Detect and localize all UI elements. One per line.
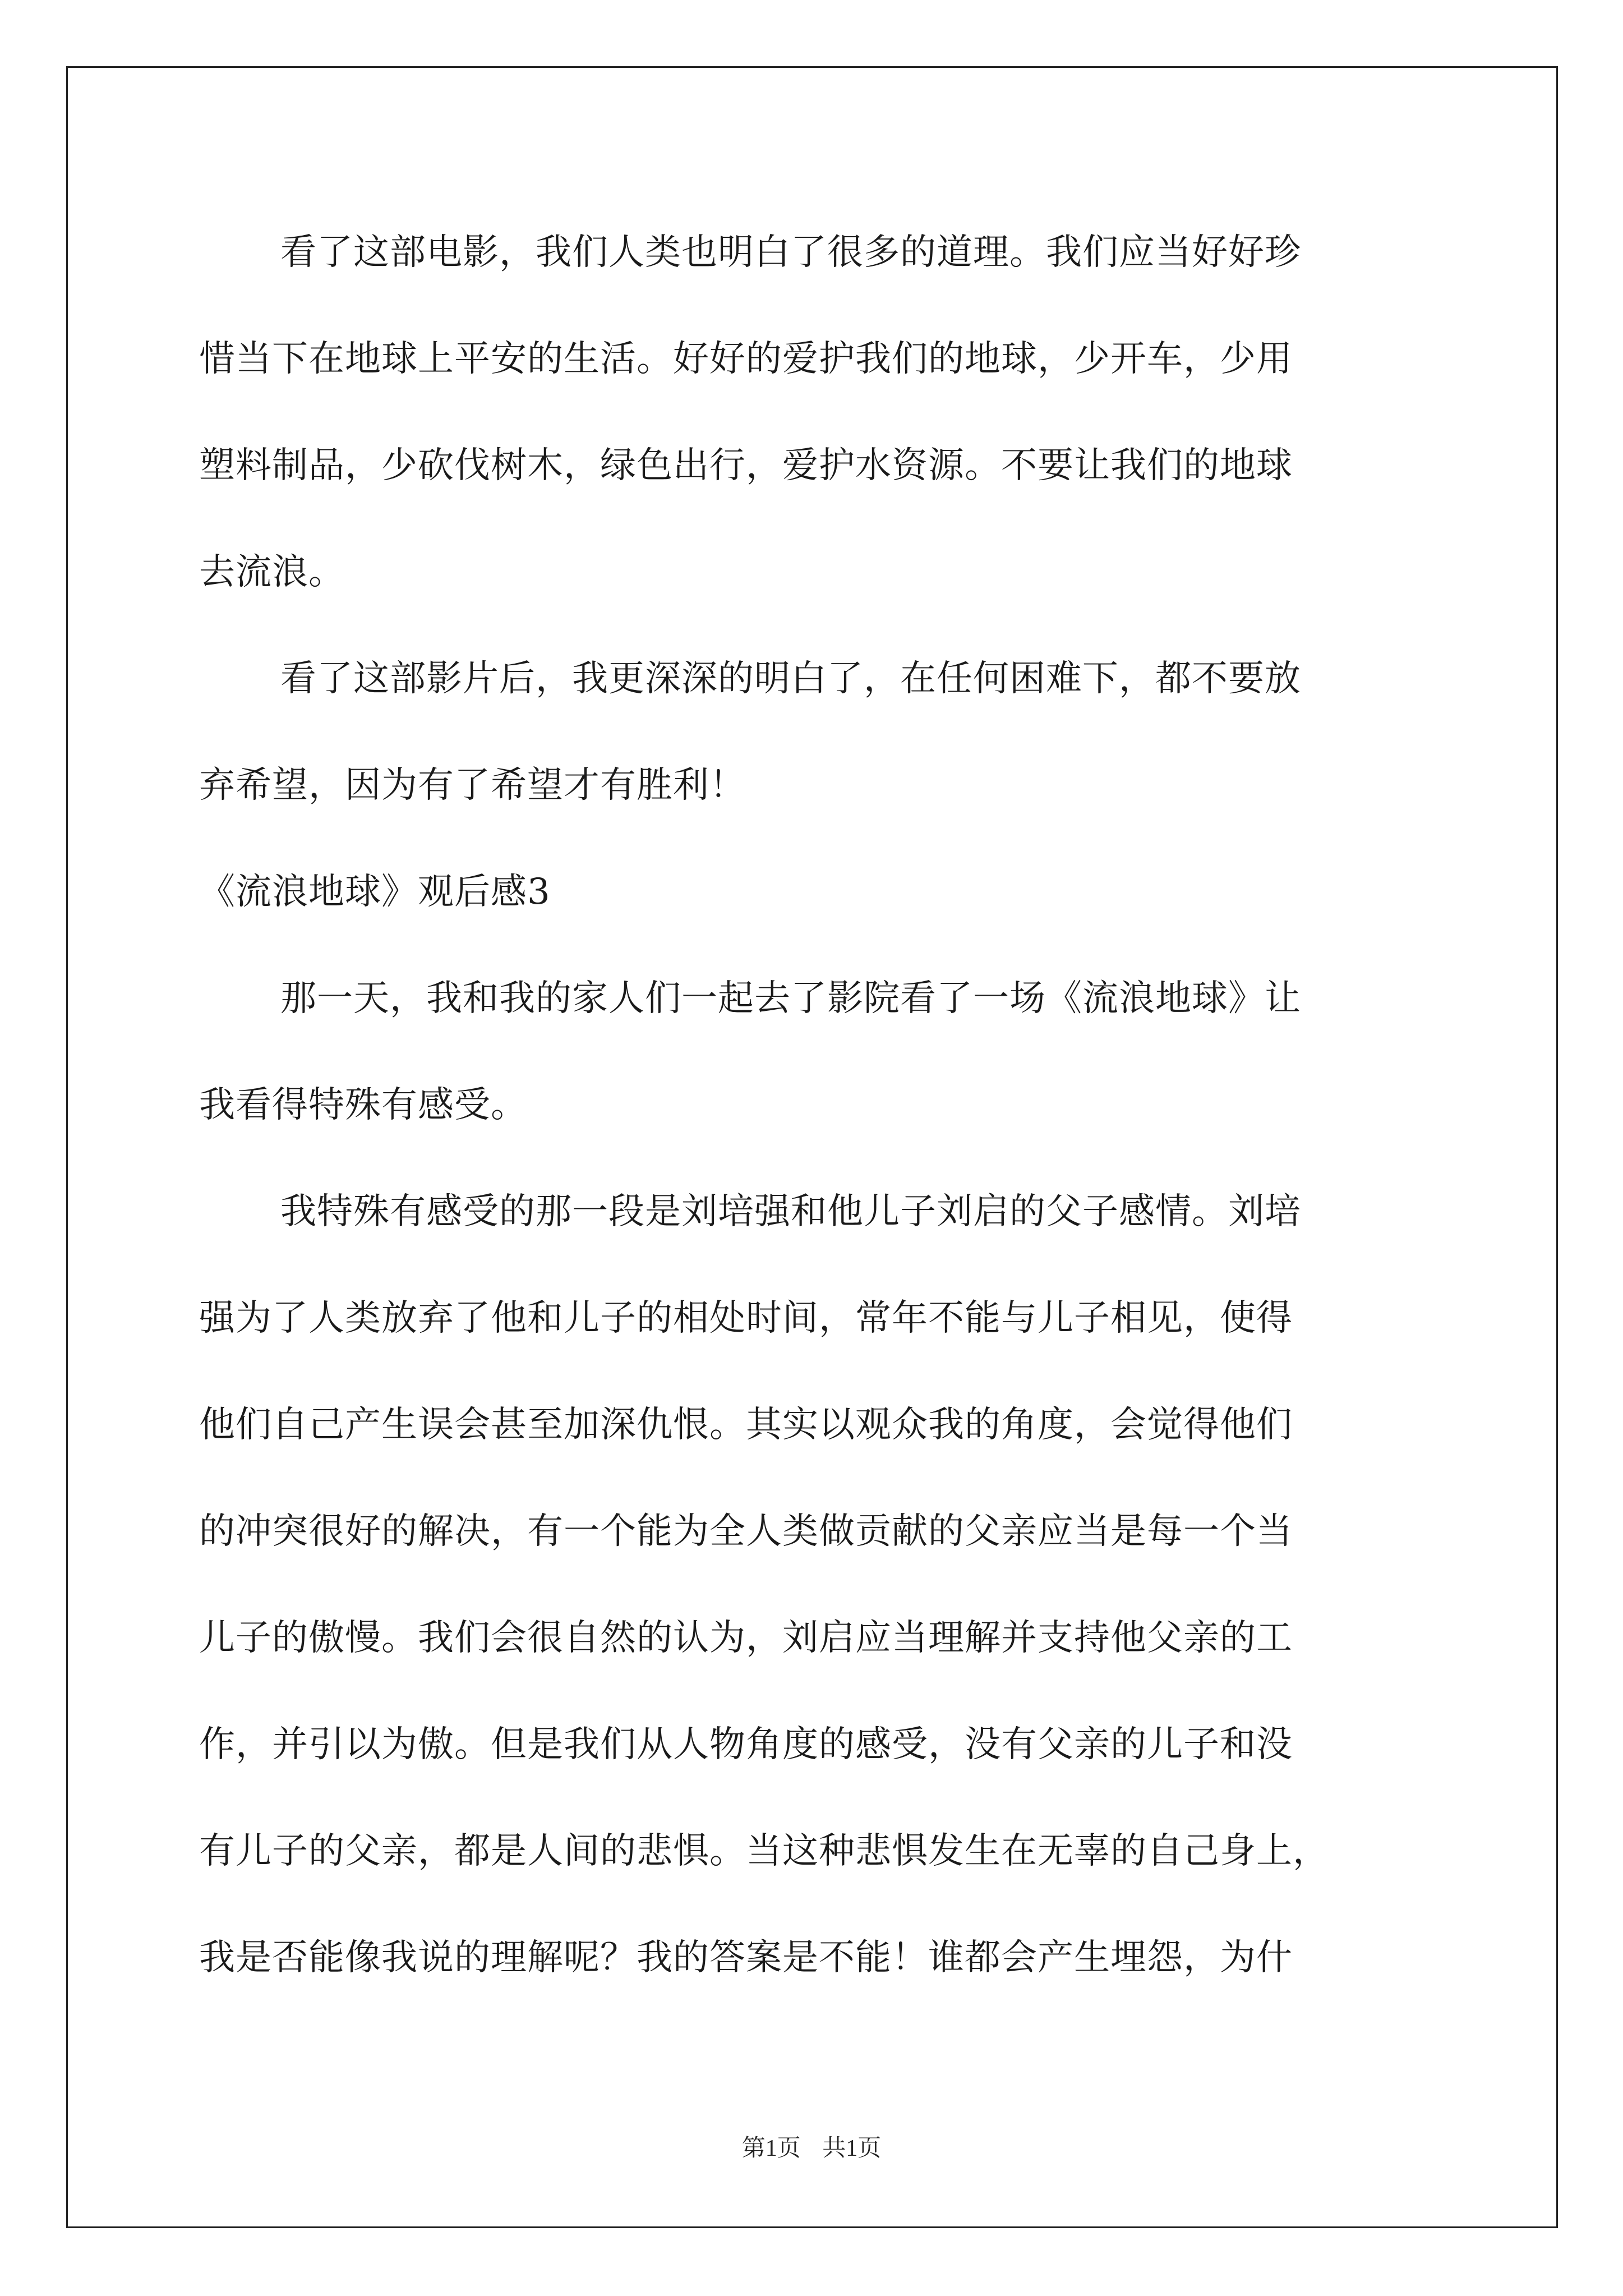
paragraph-line: 有儿子的父亲，都是人间的悲惧。当这种悲惧发生在无辜的自己身上， [199, 1830, 1329, 1872]
page-number: 第1页 [741, 2136, 801, 2161]
paragraph-line: 强为了人类放弃了他和儿子的相处时间，常年不能与儿子相见，使得 [199, 1297, 1293, 1339]
paragraph-line: 我看得特殊有感受。 [199, 1084, 527, 1126]
paragraph-line: 我特殊有感受的那一段是刘培强和他儿子刘启的父子感情。刘培 [280, 1191, 1301, 1232]
page-total: 共1页 [822, 2136, 882, 2161]
paragraph-line: 那一天，我和我的家人们一起去了影院看了一场《流浪地球》让 [280, 978, 1301, 1019]
paragraph-line: 惜当下在地球上平安的生活。好好的爱护我们的地球，少开车，少用 [199, 338, 1293, 380]
paragraph-line: 他们自己产生误会甚至加深仇恨。其实以观众我的角度，会觉得他们 [199, 1404, 1293, 1446]
paragraph-line: 看了这部影片后，我更深深的明白了，在任何困难下，都不要放 [280, 658, 1301, 700]
paragraph-line: 作，并引以为傲。但是我们从人物角度的感受，没有父亲的儿子和没 [199, 1724, 1293, 1765]
paragraph-line: 弃希望，因为有了希望才有胜利！ [199, 765, 746, 806]
page-border [66, 66, 1558, 2228]
paragraph-line: 我是否能像我说的理解呢？我的答案是不能！谁都会产生埋怨，为什 [199, 1937, 1293, 1978]
paragraph-line: 的冲突很好的解决，有一个能为全人类做贡献的父亲应当是每一个当 [199, 1511, 1293, 1552]
paragraph-line: 去流浪。 [199, 551, 345, 593]
paragraph-line: 儿子的傲慢。我们会很自然的认为，刘启应当理解并支持他父亲的工 [199, 1617, 1293, 1659]
paragraph-line: 塑料制品，少砍伐树木，绿色出行，爱护水资源。不要让我们的地球 [199, 445, 1293, 486]
page-footer [0, 2132, 1623, 2165]
section-heading: 《流浪地球》观后感3 [199, 871, 551, 913]
paragraph-line: 看了这部电影，我们人类也明白了很多的道理。我们应当好好珍 [280, 232, 1301, 273]
